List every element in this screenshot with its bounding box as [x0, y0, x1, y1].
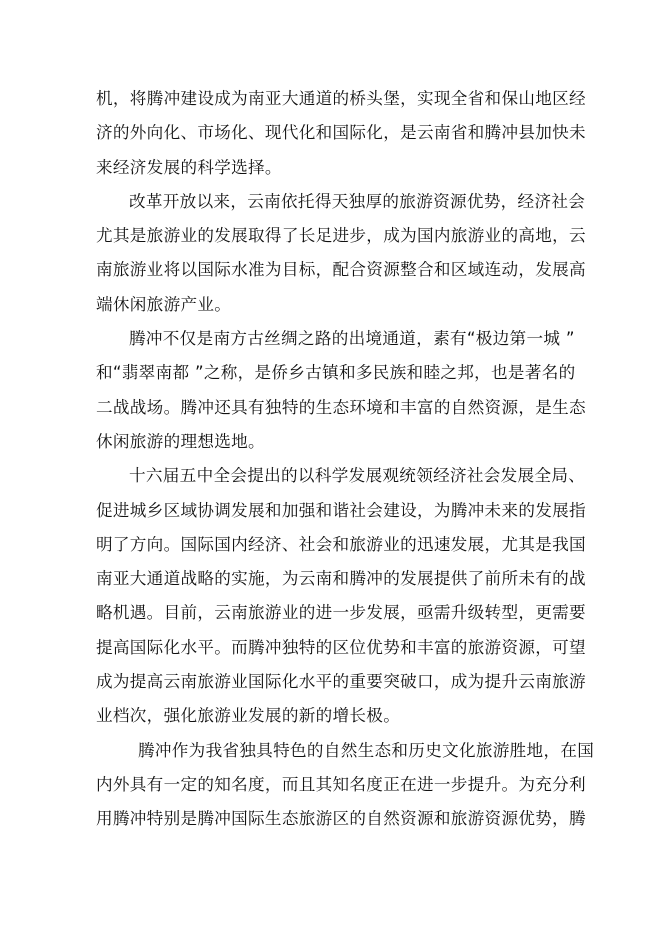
- paragraph-5: [96, 734, 595, 837]
- paragraph-3: [96, 322, 586, 459]
- text-line: 尤其是旅游业的发展取得了长足进步，成为国内旅游业的高地，云: [96, 226, 586, 246]
- text-line: 南亚大通道战略的实施，为云南和腾冲的发展提供了前所未有的战: [96, 569, 586, 589]
- text-line: 端休闲旅游产业。: [96, 294, 232, 314]
- paragraph-1: [96, 82, 586, 185]
- text-line: 和“翡翠南都 ”之称，是侨乡古镇和多民族和睦之邦，也是著名的: [96, 363, 576, 383]
- text-line: 促进城乡区域协调发展和加强和谐社会建设，为腾冲未来的发展指: [96, 500, 586, 520]
- text-line: 用腾冲特别是腾冲国际生态旅游区的自然资源和旅游资源优势，腾: [96, 809, 586, 829]
- text-line: 南旅游业将以国际水准为目标，配合资源整合和区域连动，发展高: [96, 260, 586, 280]
- text-line: 机，将腾冲建设成为南亚大通道的桥头堡，实现全省和保山地区经: [96, 89, 586, 108]
- text-line: 休闲旅游的理想选地。: [96, 431, 265, 451]
- text-line: 内外具有一定的知名度，而且其知名度正在进一步提升。为充分利: [96, 774, 586, 794]
- text-line: 腾冲作为我省独具特色的自然生态和历史文化旅游胜地，在国: [138, 740, 595, 760]
- text-line: 业档次，强化旅游业发展的新的增长极。: [96, 706, 401, 726]
- text-line: 济的外向化、市场化、现代化和国际化，是云南省和腾冲县加快未: [96, 123, 586, 143]
- text-line: 二战战场。腾冲还具有独特的生态环境和丰富的自然资源，是生态: [96, 397, 586, 417]
- paragraph-2: [96, 185, 586, 322]
- paragraph-4: [96, 459, 586, 733]
- text-line: 十六届五中全会提出的以科学发展观统领经济社会发展全局、: [129, 466, 586, 486]
- text-line: 略机遇。目前，云南旅游业的进一步发展，亟需升级转型，更需要: [96, 603, 586, 623]
- text-line: 改革开放以来，云南依托得天独厚的旅游资源优势，经济社会: [129, 191, 586, 211]
- text-line: 提高国际化水平。而腾冲独特的区位优势和丰富的旅游资源，可望: [96, 637, 586, 657]
- text-line: 腾冲不仅是南方古丝绸之路的出境通道，素有“极边第一城 ”: [129, 329, 575, 349]
- text-line: 成为提高云南旅游业国际化水平的重要突破口，成为提升云南旅游: [96, 672, 586, 692]
- document-body: [96, 82, 595, 837]
- text-line: 明了方向。国际国内经济、社会和旅游业的迅速发展，尤其是我国: [96, 534, 586, 554]
- text-line: 来经济发展的科学选择。: [96, 157, 282, 177]
